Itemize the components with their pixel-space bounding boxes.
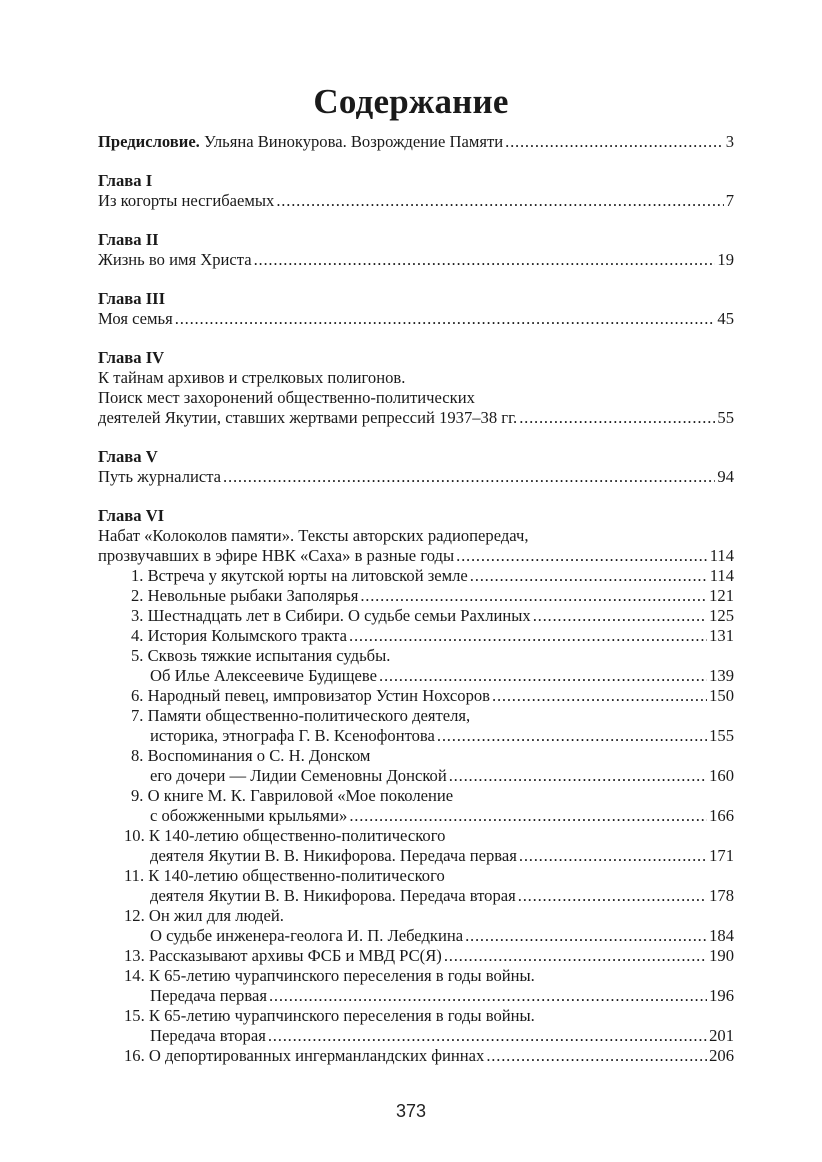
dot-leader [360, 586, 707, 606]
entry-title: с обожженными крыльями» [150, 806, 348, 825]
item-number: 14. [124, 966, 145, 985]
dot-leader [276, 191, 723, 211]
entry-title: Моя семья [98, 309, 173, 328]
page-ref: 3 [725, 132, 734, 151]
toc-subentry-4[interactable] [98, 626, 734, 646]
entry-title: К 65-летию чурапчинского переселения в годы войны. [148, 1006, 535, 1025]
entry-title: О депортированных ингерманландских финнах [148, 1046, 485, 1065]
preface-title: Ульяна Винокурова. Возрождение Памяти [199, 132, 504, 151]
entry-title: О книге М. К. Гавриловой «Мое поколение [147, 786, 454, 805]
toc-subentry-7[interactable] [98, 726, 734, 746]
chapter-heading: Глава V [98, 447, 158, 466]
page-ref: 201 [709, 1026, 734, 1045]
item-number: 2. [131, 586, 144, 605]
dot-leader [449, 766, 707, 786]
item-number: 12. [124, 906, 145, 925]
item-number: 8. [131, 746, 144, 765]
table-of-contents [98, 132, 734, 1066]
entry-title: Об Илье Алексеевиче Будищеве [150, 666, 378, 685]
entry-title: Передача первая [150, 986, 267, 1005]
toc-subentry-10-line-1[interactable] [98, 826, 734, 846]
entry-title: Встреча у якутской юрты на литовской земле [147, 566, 468, 585]
page-title: Содержание [313, 82, 509, 121]
page-ref: 166 [709, 806, 734, 825]
toc-subentry-15[interactable] [98, 1026, 734, 1046]
dot-leader [444, 946, 707, 966]
dot-leader [379, 666, 707, 686]
entry-title-line[interactable]: К тайнам архивов и стрелковых полигонов. [98, 368, 406, 387]
entry-title: деятеля Якутии В. В. Никифорова. Передача вторая [150, 886, 516, 905]
toc-subentry-1[interactable] [98, 566, 734, 586]
page-ref: 121 [709, 586, 734, 605]
toc-subentry-5-line-1[interactable] [98, 646, 734, 666]
toc-subentry-12-line-1[interactable] [98, 906, 734, 926]
page-ref: 184 [709, 926, 734, 945]
toc-subentry-11[interactable] [98, 886, 734, 906]
dot-leader [505, 132, 724, 152]
page-ref: 139 [709, 666, 734, 685]
entry-title: Передача вторая [150, 1026, 266, 1045]
entry-title: историка, этнографа Г. В. Ксенофонтова [150, 726, 435, 745]
dot-leader [223, 467, 715, 487]
dot-leader [519, 846, 707, 866]
entry-title: деятелей Якутии, ставших жертвами репрессий 1937–38 гг. [98, 408, 518, 427]
entry-title: Шестнадцать лет в Сибири. О судьбе семьи Рахлиных [147, 606, 531, 625]
dot-leader [465, 926, 707, 946]
entry-title: О судьбе инженера-геолога И. П. Лебедкина [150, 926, 464, 945]
page-ref: 114 [709, 566, 734, 585]
page-ref: 206 [709, 1046, 734, 1065]
toc-subentry-9-line-1[interactable] [98, 786, 734, 806]
page-ref: 114 [709, 546, 734, 565]
entry-title: Он жил для людей. [148, 906, 284, 925]
dot-leader [486, 1046, 707, 1066]
entry-title: К 65-летию чурапчинского переселения в годы войны. [148, 966, 535, 985]
toc-subentry-11-line-1[interactable] [98, 866, 734, 886]
entry-title: Жизнь во имя Христа [98, 250, 252, 269]
page-ref: 196 [709, 986, 734, 1005]
toc-subentry-2[interactable] [98, 586, 734, 606]
toc-entry-chapter-4[interactable] [98, 408, 734, 428]
dot-leader [268, 1026, 707, 1046]
page-ref: 45 [717, 309, 734, 328]
entry-title: Сквозь тяжкие испытания судьбы. [147, 646, 391, 665]
item-number: 10. [124, 826, 145, 845]
toc-subentry-9[interactable] [98, 806, 734, 826]
page-ref: 171 [709, 846, 734, 865]
page-ref: 160 [709, 766, 734, 785]
preface-label: Предисловие. [98, 132, 200, 151]
item-number: 4. [131, 626, 144, 645]
page-ref: 178 [709, 886, 734, 905]
toc-subentry-7-line-1[interactable] [98, 706, 734, 726]
toc-subentry-16[interactable] [98, 1046, 734, 1066]
toc-subentry-8-line-1[interactable] [98, 746, 734, 766]
dot-leader [437, 726, 707, 746]
chapter-heading: Глава III [98, 289, 166, 308]
entry-title-line[interactable]: Набат «Колоколов памяти». Тексты авторских радиопередач, [98, 526, 529, 545]
page-ref: 94 [717, 467, 734, 486]
toc-subentry-15-line-1[interactable] [98, 1006, 734, 1026]
chapter-heading: Глава I [98, 171, 153, 190]
item-number: 16. [124, 1046, 145, 1065]
item-number: 1. [131, 566, 144, 585]
toc-entry-preface[interactable] [98, 132, 734, 152]
toc-entry-chapter-1[interactable] [98, 191, 734, 211]
dot-leader [470, 566, 708, 586]
item-number: 3. [131, 606, 144, 625]
entry-title-line[interactable]: Поиск мест захоронений общественно-политических [98, 388, 475, 407]
entry-title: Путь журналиста [98, 467, 222, 486]
toc-subentry-14-line-1[interactable] [98, 966, 734, 986]
dot-leader [349, 806, 707, 826]
entry-title: Воспоминания о С. Н. Донском [147, 746, 371, 765]
page-ref: 190 [709, 946, 734, 965]
toc-entry-chapter-5[interactable] [98, 467, 734, 487]
entry-title: К 140-летию общественно-политического [148, 826, 446, 845]
toc-entry-chapter-2[interactable] [98, 250, 734, 270]
toc-entry-chapter-6[interactable] [98, 546, 734, 566]
item-number: 6. [131, 686, 144, 705]
dot-leader [518, 886, 707, 906]
page-ref: 19 [717, 250, 734, 269]
toc-subentry-10[interactable] [98, 846, 734, 866]
chapter-heading: Глава II [98, 230, 159, 249]
page-number: 373 [395, 1101, 427, 1121]
dot-leader [492, 686, 707, 706]
chapter-heading: Глава VI [98, 506, 165, 525]
item-number: 13. [124, 946, 145, 965]
toc-subentry-5[interactable] [98, 666, 734, 686]
dot-leader [269, 986, 707, 1006]
item-number: 9. [131, 786, 144, 805]
page-ref: 150 [709, 686, 734, 705]
toc-subentry-13[interactable] [98, 946, 734, 966]
entry-title: деятеля Якутии В. В. Никифорова. Передача первая [150, 846, 517, 865]
dot-leader [519, 408, 715, 428]
page-ref: 55 [717, 408, 734, 427]
page-ref: 7 [725, 191, 734, 210]
entry-title: прозвучавших в эфире НВК «Саха» в разные годы [98, 546, 455, 565]
item-number: 7. [131, 706, 144, 725]
page-ref: 155 [709, 726, 734, 745]
toc-subentry-14[interactable] [98, 986, 734, 1006]
item-number: 11. [124, 866, 145, 885]
toc-subentry-6[interactable] [98, 686, 734, 706]
toc-subentry-3[interactable] [98, 606, 734, 626]
dot-leader [254, 250, 716, 270]
toc-entry-chapter-3[interactable] [98, 309, 734, 329]
dot-leader [533, 606, 707, 626]
item-number: 5. [131, 646, 144, 665]
dot-leader [456, 546, 708, 566]
toc-subentry-12[interactable] [98, 926, 734, 946]
entry-title: Памяти общественно-политического деятеля, [147, 706, 471, 725]
entry-title: его дочери — Лидии Семеновны Донской [150, 766, 447, 785]
item-number: 15. [124, 1006, 145, 1025]
entry-title: К 140-летию общественно-политического [148, 866, 445, 885]
entry-title: Невольные рыбаки Заполярья [147, 586, 359, 605]
entry-title: Рассказывают архивы ФСБ и МВД РС(Я) [148, 946, 442, 965]
chapter-heading: Глава IV [98, 348, 165, 367]
toc-subentry-8[interactable] [98, 766, 734, 786]
dot-leader [349, 626, 707, 646]
page-ref: 125 [709, 606, 734, 625]
entry-title: Народный певец, импровизатор Устин Нохсоров [147, 686, 490, 705]
dot-leader [175, 309, 716, 329]
entry-title: История Колымского тракта [147, 626, 347, 645]
page-ref: 131 [709, 626, 734, 645]
entry-title: Из когорты несгибаемых [98, 191, 275, 210]
